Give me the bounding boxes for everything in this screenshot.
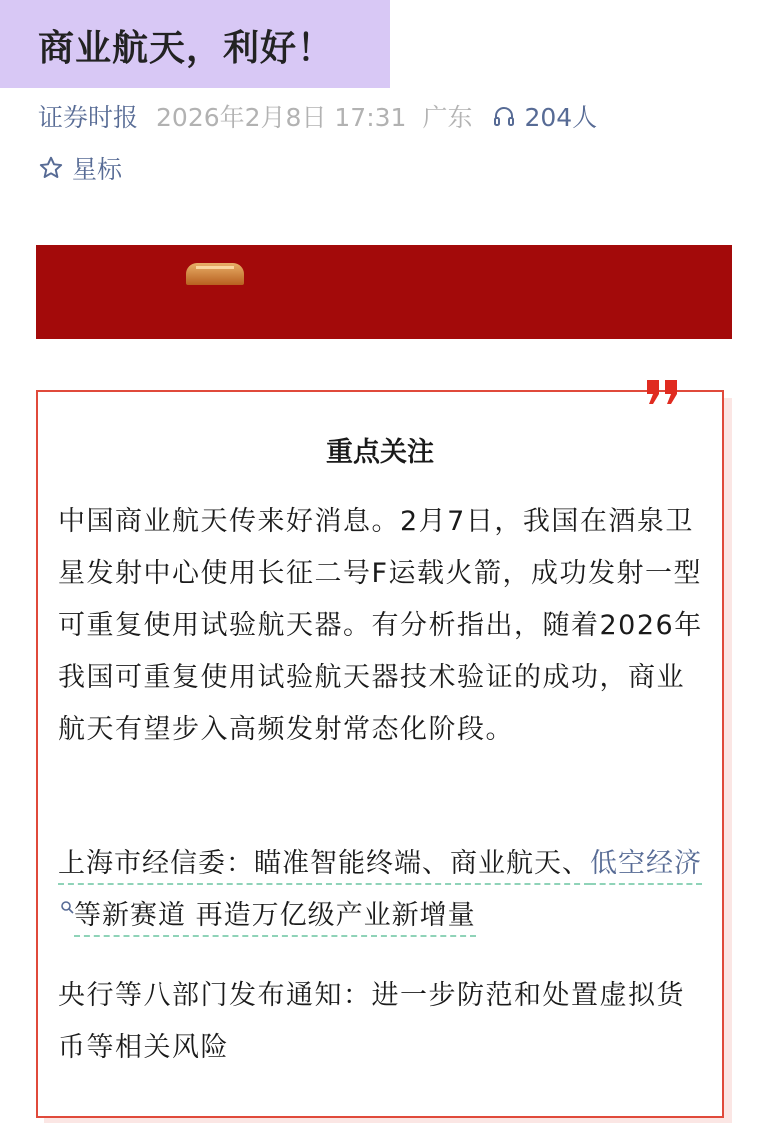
search-icon — [60, 900, 74, 914]
focus-card — [36, 390, 724, 1118]
star-button[interactable] — [38, 150, 122, 186]
keyword-link[interactable]: 低空经济 — [590, 848, 702, 885]
card-heading: 重点关注 — [326, 437, 434, 468]
article-meta — [38, 98, 597, 134]
quote-icon — [645, 378, 681, 406]
related-link-1[interactable] — [58, 838, 708, 942]
banner-logo-mark — [196, 266, 234, 269]
listener-count: 204人 — [524, 103, 598, 132]
related-link-1-prefix: 上海市经信委：瞄准智能终端、商业航天、 — [58, 848, 590, 885]
article-title: 商业航天，利好！ — [38, 28, 335, 69]
star-outline-icon — [38, 155, 64, 181]
star-label: 星标 — [72, 155, 123, 184]
related-link-1-suffix: 等新赛道 再造万亿级产业新增量 — [74, 900, 476, 937]
header-banner-image — [36, 245, 732, 339]
publish-date: 2026年2月8日 17:31 — [156, 103, 407, 132]
publish-location: 广东 — [422, 103, 473, 132]
card-paragraph: 中国商业航天传来好消息。2月7日，我国在酒泉卫星发射中心使用长征二号F运载火箭，成功发射一型可重复使用试验航天器。有分析指出，随着2026年我国可重复使用试验航天器技术验证的成功，商业航天有望步入高频发射常态化阶段。 — [58, 506, 703, 745]
title-highlight — [0, 0, 390, 88]
headphones-icon — [492, 104, 516, 128]
related-link-2[interactable]: 央行等八部门发布通知：进一步防范和处置虚拟货币等相关风险 — [58, 980, 685, 1063]
listen-button[interactable] — [492, 98, 597, 134]
account-name-link[interactable]: 证券时报 — [38, 103, 139, 132]
